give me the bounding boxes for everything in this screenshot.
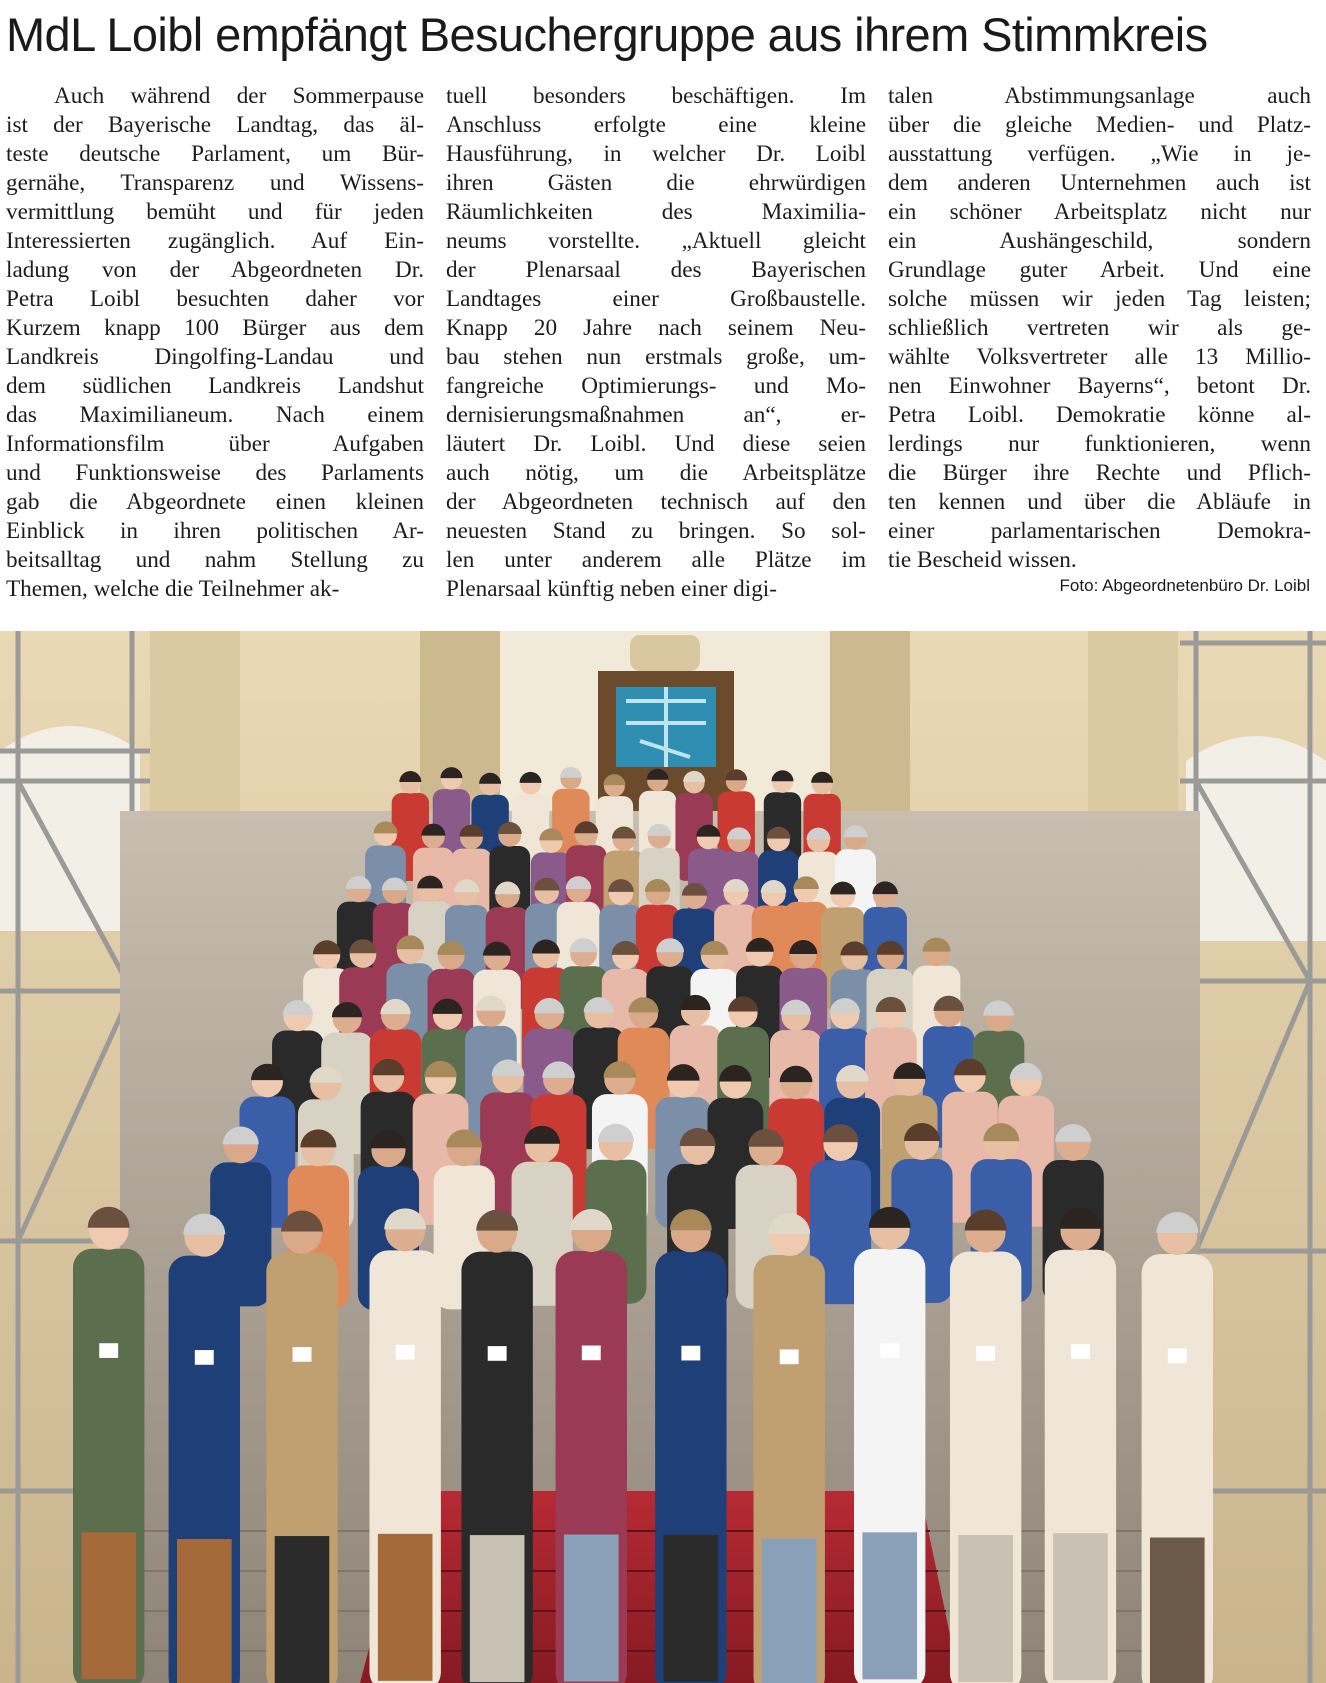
article-line: und Funktionsweise des Parlaments <box>6 460 424 486</box>
article-line: Anschluss erfolgte eine kleine <box>446 112 866 138</box>
visitor <box>950 1210 1021 1683</box>
article-line: Kurzem knapp 100 Bürger aus dem <box>6 315 424 341</box>
article-line: der Abgeordneten technisch auf den <box>446 489 866 515</box>
visitor <box>556 1209 627 1683</box>
article-line: lerdings nur funktionieren, wenn <box>888 431 1311 457</box>
article-line: die Bürger ihre Rechte und Pflich- <box>888 460 1311 486</box>
article-line: ein Aushängeschild, sondern <box>888 228 1311 254</box>
visitor <box>754 1213 825 1683</box>
right-arched-window <box>1186 736 1326 941</box>
article-line: fangreiche Optimierungs- und Mo- <box>446 373 866 399</box>
article-line: wählte Volksvertreter alle 13 Millio- <box>888 344 1311 370</box>
visitor <box>1142 1212 1213 1683</box>
article-line: auch nötig, um die Arbeitsplätze <box>446 460 866 486</box>
article-line: Petra Loibl besuchten daher vor <box>6 286 424 312</box>
article-line: Hausführung, in welcher Dr. Loibl <box>446 141 866 167</box>
article-line: Landkreis Dingolfing-Landau und <box>6 344 424 370</box>
article-column-2 <box>446 82 866 604</box>
visitor <box>461 1210 532 1683</box>
visitor <box>73 1207 144 1683</box>
article-line: neuesten Stand zu bringen. So sol- <box>446 518 866 544</box>
name-badge <box>488 1346 507 1361</box>
article-line: talen Abstimmungsanlage auch <box>888 83 1311 109</box>
article-line: tuell besonders beschäftigen. Im <box>446 83 866 109</box>
crest-ornament <box>630 635 700 671</box>
article-line: über die gleiche Medien- und Platz- <box>888 112 1311 138</box>
name-badge <box>195 1350 214 1365</box>
visitor <box>1045 1208 1116 1683</box>
name-badge <box>1168 1348 1187 1363</box>
article-line: Knapp 20 Jahre nach seinem Neu- <box>446 315 866 341</box>
article-column-1 <box>6 82 424 604</box>
visitor <box>266 1211 337 1683</box>
article-line: das Maximilianeum. Nach einem <box>6 402 424 428</box>
article-line: dernisierungsmaßnahmen an“, er- <box>446 402 866 428</box>
article-line: ist der Bayerische Landtag, das äl- <box>6 112 424 138</box>
article-line: Informationsfilm über Aufgaben <box>6 431 424 457</box>
name-badge <box>780 1349 799 1364</box>
article-line: vermittlung bemüht und für jeden <box>6 199 424 225</box>
group-photo <box>0 631 1326 1683</box>
name-badge <box>681 1346 700 1361</box>
photo-credit: Foto: Abgeordnetenbüro Dr. Loibl <box>1059 576 1310 595</box>
article-line: ihren Gästen die ehrwürdigen <box>446 170 866 196</box>
name-badge <box>99 1343 118 1358</box>
name-badge <box>396 1345 415 1360</box>
article-column-3 <box>888 82 1311 575</box>
article-line: Räumlichkeiten des Maximilia- <box>446 199 866 225</box>
article-line: ladung von der Abgeordneten Dr. <box>6 257 424 283</box>
article-line: beitsalltag und nahm Stellung zu <box>6 547 424 573</box>
group-photo-illustration <box>0 631 1326 1683</box>
article-line: Landtages einer Großbaustelle. <box>446 286 866 312</box>
article-line: ausstattung verfügen. „Wie in je- <box>888 141 1311 167</box>
article-line: gernähe, Transparenz und Wissens- <box>6 170 424 196</box>
article-line: len unter anderem alle Plätze im <box>446 547 866 573</box>
article-line: der Plenarsaal des Bayerischen <box>446 257 866 283</box>
article-line: dem anderen Unternehmen auch ist <box>888 170 1311 196</box>
name-badge <box>880 1343 899 1358</box>
article-line: ten kennen und über die Abläufe in <box>888 489 1311 515</box>
article-line: Grundlage guter Arbeit. Und eine <box>888 257 1311 283</box>
name-badge <box>1071 1344 1090 1359</box>
article-line: Auch während der Sommerpause <box>54 83 424 109</box>
name-badge <box>976 1346 995 1361</box>
article-line: Einblick in ihren politischen Ar- <box>6 518 424 544</box>
article-line: tie Bescheid wissen. <box>888 547 1077 573</box>
article-line: bau stehen nun erstmals große, um- <box>446 344 866 370</box>
article-line: einer parlamentarischen Demokra- <box>888 518 1311 544</box>
article-line: solche müssen wir jeden Tag leisten; <box>888 286 1311 312</box>
article-headline: MdL Loibl empfängt Besuchergruppe aus ihrem Stimmkreis <box>6 8 1208 61</box>
article-line: nen Einwohner Bayerns“, betont Dr. <box>888 373 1311 399</box>
article-line: Interessierten zugänglich. Auf Ein- <box>6 228 424 254</box>
article-line: läutert Dr. Loibl. Und diese seien <box>446 431 866 457</box>
name-badge <box>582 1346 601 1361</box>
article-line: Themen, welche die Teilnehmer ak- <box>6 576 340 602</box>
left-arched-window <box>0 726 140 931</box>
name-badge <box>293 1347 312 1362</box>
article-line: ein schöner Arbeitsplatz nicht nur <box>888 199 1311 225</box>
article-line: teste deutsche Parlament, um Bür- <box>6 141 424 167</box>
article-line: gab die Abgeordnete einen kleinen <box>6 489 424 515</box>
visitor <box>369 1208 440 1683</box>
visitor <box>169 1214 240 1683</box>
article-line: Petra Loibl. Demokratie könne al- <box>888 402 1311 428</box>
article-line: neums vorstellte. „Aktuell gleicht <box>446 228 866 254</box>
article-line: dem südlichen Landkreis Landshut <box>6 373 424 399</box>
article-line: schließlich vertreten wir als ge- <box>888 315 1311 341</box>
article-line: Plenarsaal künftig neben einer digi- <box>446 576 777 602</box>
visitor <box>655 1209 726 1683</box>
visitor <box>854 1207 925 1683</box>
